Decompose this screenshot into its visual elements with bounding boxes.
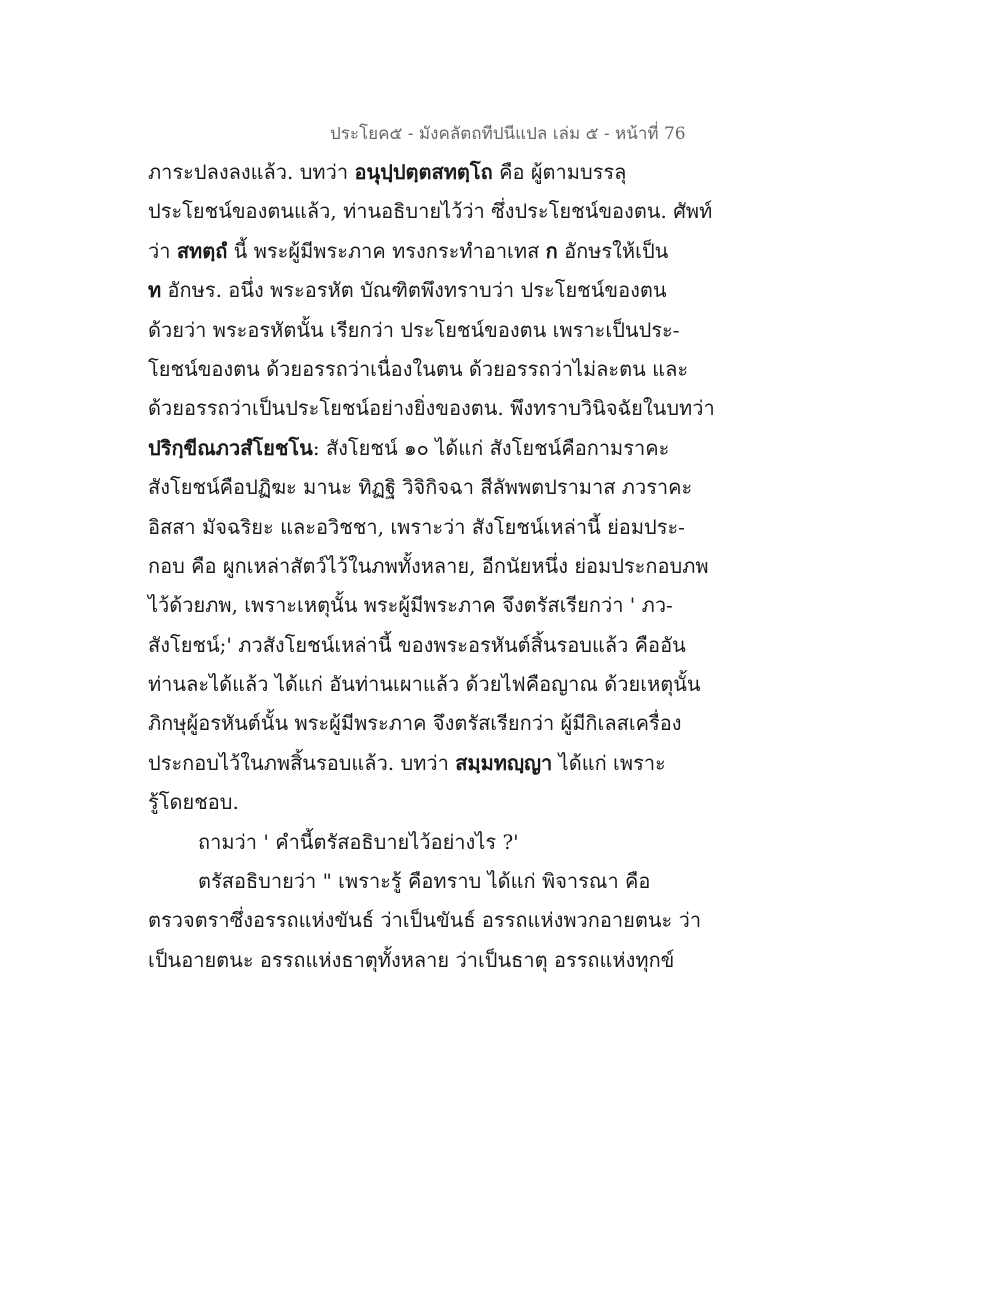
text-segment: กอบ คือ ผูกเหล่าสัตว์ไว้ในภพทั้งหลาย, อีกนัยหนึ่ง ย่อมประกอบภพ xyxy=(148,553,709,578)
text-segment: ตรัสอธิบายว่า " เพราะรู้ คือทราบ ได้แก่ พิจารณา คือ xyxy=(198,869,651,894)
bold-term: ปริกฺขีณภวสํโยชโน xyxy=(148,435,313,460)
text-line xyxy=(148,232,708,271)
text-line xyxy=(148,901,708,940)
text-line xyxy=(148,429,708,468)
text-segment: คือ ผู้ตามบรรลุ xyxy=(492,160,627,184)
text-line xyxy=(148,547,708,586)
text-segment: โยชน์ของตน ด้วยอรรถว่าเนื่องในตน ด้วยอรรถว่าไม่ละตน และ xyxy=(148,356,689,381)
text-segment: นี้ พระผู้มีพระภาค ทรงกระทำอาเทส xyxy=(227,238,546,263)
bold-term: ก xyxy=(545,238,558,263)
bold-term: สทตฺถํ xyxy=(176,238,228,263)
bold-term: อนุปฺปตฺตสทตฺโถ xyxy=(354,160,493,184)
text-line xyxy=(148,665,708,704)
text-segment: อักษร. อนึ่ง พระอรหัต บัณฑิตพึงทราบว่า ประโยชน์ของตน xyxy=(161,278,667,303)
text-segment: ท่านละได้แล้ว ได้แก่ อันท่านเผาแล้ว ด้วยไฟคือญาณ ด้วยเหตุนั้น xyxy=(148,672,701,697)
text-segment: เป็นอายตนะ อรรถแห่งธาตุทั้งหลาย ว่าเป็นธาตุ อรรถแห่งทุกข์ xyxy=(148,947,675,972)
text-segment: ด้วยว่า พระอรหัตนั้น เรียกว่า ประโยชน์ของตน เพราะเป็นประ- xyxy=(148,317,680,342)
text-line xyxy=(148,192,713,231)
text-segment: ด้วยอรรถว่าเป็นประโยชน์อย่างยิ่งของตน. พึงทราบวินิจฉัยในบทว่า xyxy=(148,396,715,421)
text-line xyxy=(148,468,708,507)
text-line xyxy=(148,823,708,862)
text-segment: สังโยชน์;' ภวสังโยชน์เหล่านี้ ของพระอรหันต์สิ้นรอบแล้ว คืออัน xyxy=(148,632,686,657)
text-segment: ว่า xyxy=(148,238,177,263)
text-line xyxy=(148,350,708,389)
text-segment: : สังโยชน์ ๑๐ ได้แก่ สังโยชน์คือกามราคะ xyxy=(312,435,670,460)
text-line xyxy=(148,311,708,350)
text-segment: อิสสา มัจฉริยะ และอวิชชา, เพราะว่า สังโยชน์เหล่านี้ ย่อมประ- xyxy=(148,514,685,539)
text-line xyxy=(148,783,708,822)
text-line xyxy=(148,586,708,625)
text-line xyxy=(148,626,708,665)
text-line xyxy=(148,271,708,310)
text-line xyxy=(148,704,708,743)
text-segment: ได้แก่ เพราะ xyxy=(552,750,666,775)
bold-term: ท xyxy=(148,278,162,303)
text-segment: อักษรให้เป็น xyxy=(557,238,669,263)
text-line xyxy=(148,508,708,547)
text-line xyxy=(148,941,708,980)
body-text xyxy=(148,153,715,980)
text-segment: ภิกษุผู้อรหันต์นั้น พระผู้มีพระภาค จึงตรัสเรียกว่า ผู้มีกิเลสเครื่อง xyxy=(148,711,682,736)
text-segment: ภาระปลงลงแล้ว. บทว่า xyxy=(148,160,355,184)
text-segment: ประกอบไว้ในภพสิ้นรอบแล้ว. บทว่า xyxy=(148,750,456,775)
text-segment: ประโยชน์ของตนแล้ว, ท่านอธิบายไว้ว่า ซึ่งประโยชน์ของตน. ศัพท์ xyxy=(148,199,713,224)
text-line xyxy=(148,744,708,783)
text-segment: สังโยชน์คือปฏิฆะ มานะ ทิฏฐิ วิจิกิจฉา สีลัพพตปรามาส ภวราคะ xyxy=(148,475,693,500)
text-line xyxy=(148,153,708,192)
page-header: ประโยค๕ - มังคลัตถทีปนีแปล เล่ม ๕ - หน้าที่ 76 xyxy=(330,124,686,144)
text-segment: ถามว่า ' คำนี้ตรัสอธิบายไว้อย่างไร ?' xyxy=(198,829,519,854)
text-line xyxy=(148,862,708,901)
text-segment: ตรวจตราซึ่งอรรถแห่งขันธ์ ว่าเป็นขันธ์ อรรถแห่งพวกอายตนะ ว่า xyxy=(148,908,702,933)
text-segment: รู้โดยชอบ. xyxy=(148,790,239,815)
text-segment: ไว้ด้วยภพ, เพราะเหตุนั้น พระผู้มีพระภาค จึงตรัสเรียกว่า ' ภว- xyxy=(148,593,673,618)
text-line xyxy=(148,389,715,428)
bold-term: สมฺมทญฺญา xyxy=(455,750,553,775)
